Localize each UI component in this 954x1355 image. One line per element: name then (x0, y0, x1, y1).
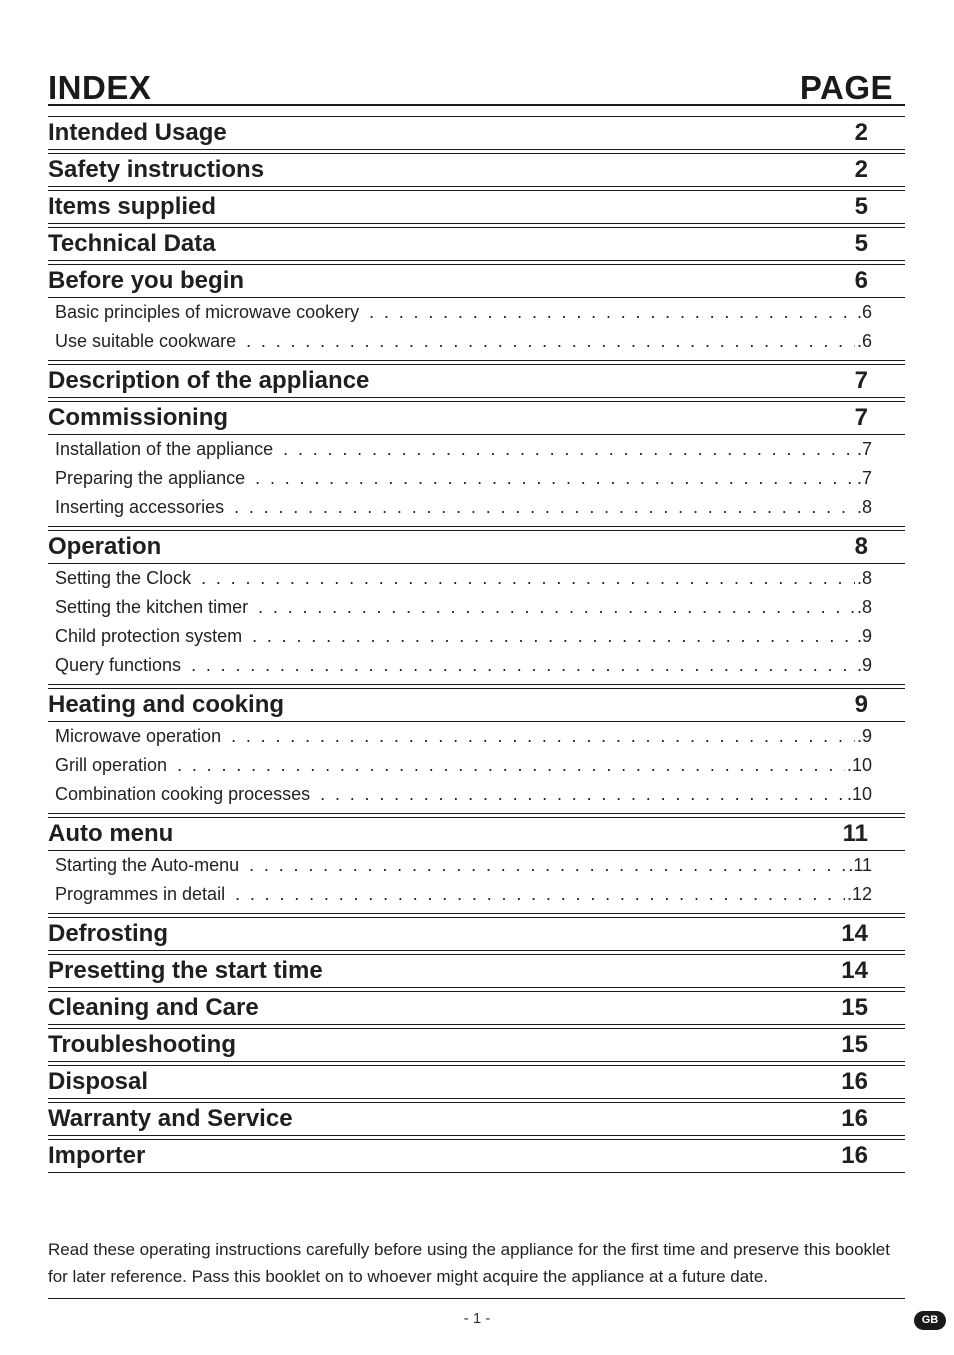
toc-section (48, 264, 905, 298)
toc-subsection-page: .12 (846, 884, 872, 904)
toc-section (48, 153, 905, 187)
dot-leader (235, 880, 845, 909)
toc-section-page: 9 (854, 691, 868, 718)
toc-subsection (48, 651, 905, 680)
toc-section-title: Commissioning (48, 404, 229, 431)
toc-section-page: 6 (854, 267, 868, 294)
toc-subsection-page: .9 (856, 655, 872, 675)
toc-subsection (48, 464, 905, 493)
toc-subsection-title: Preparing the appliance (55, 468, 246, 488)
toc-subsection-page: .9 (856, 726, 872, 746)
toc-subsection (48, 493, 905, 522)
toc-subsection-title: Child protection system (55, 626, 243, 646)
toc-section (48, 688, 905, 722)
index-page (48, 60, 905, 1176)
dot-leader (177, 751, 845, 780)
toc-section (48, 401, 905, 435)
toc-section (48, 190, 905, 224)
toc-section-title: Technical Data (48, 230, 216, 257)
toc-subsection (48, 851, 905, 880)
toc-section-title: Heating and cooking (48, 691, 285, 718)
toc-section (48, 530, 905, 564)
toc-subsection (48, 751, 905, 780)
toc-section (48, 227, 905, 261)
toc-subsection-list (48, 722, 905, 814)
toc-section-title: Warranty and Service (48, 1105, 293, 1132)
dot-leader (320, 780, 845, 809)
toc-subsection-page: .10 (846, 755, 872, 775)
toc-subsection-title: Setting the Clock (55, 568, 192, 588)
toc-section-page: 16 (841, 1105, 868, 1132)
toc-section (48, 954, 905, 988)
toc-subsection-title: Inserting accessories (55, 497, 225, 517)
toc-section (48, 917, 905, 951)
toc-subsection-page: .10 (846, 784, 872, 804)
dot-leader (246, 327, 855, 356)
toc-section-page: 7 (854, 404, 868, 431)
toc-section (48, 1065, 905, 1099)
toc-section-title: Cleaning and Care (48, 994, 259, 1021)
dot-leader (255, 464, 855, 493)
toc-subsection-title: Grill operation (55, 755, 168, 775)
dot-leader (231, 722, 855, 751)
toc-subsection (48, 435, 905, 464)
toc-subsection-list (48, 564, 905, 685)
toc-subsection-page: .7 (856, 468, 872, 488)
toc-subsection-title: Programmes in detail (55, 884, 226, 904)
index-header (48, 60, 905, 106)
toc-section (48, 991, 905, 1025)
toc-section-page: 14 (841, 957, 868, 984)
toc-subsection-list (48, 298, 905, 361)
toc-section-page: 2 (854, 156, 868, 183)
toc-section-title: Items supplied (48, 193, 217, 220)
toc-subsection (48, 880, 905, 909)
dot-leader (252, 622, 855, 651)
page-number: - 1 - (463, 1310, 491, 1327)
toc-subsection-title: Setting the kitchen timer (55, 597, 249, 617)
toc-subsection-title: Use suitable cookware (55, 331, 237, 351)
toc-section-page: 15 (841, 1031, 868, 1058)
toc-section-title: Importer (48, 1142, 146, 1169)
toc-subsection (48, 622, 905, 651)
toc-subsection-title: Query functions (55, 655, 182, 675)
toc-section-title: Auto menu (48, 820, 174, 847)
toc-section-page: 8 (854, 533, 868, 560)
dot-leader (234, 493, 855, 522)
language-badge: GB (914, 1311, 946, 1330)
toc-subsection (48, 298, 905, 327)
toc-subsection (48, 564, 905, 593)
toc-section-page: 14 (841, 920, 868, 947)
page-heading: PAGE (799, 69, 893, 106)
toc-subsection-page: .8 (856, 497, 872, 517)
toc-subsection-page: .8 (856, 597, 872, 617)
toc-section-title: Operation (48, 533, 162, 560)
toc-subsection-title: Installation of the appliance (55, 439, 274, 459)
table-of-contents (48, 116, 905, 1173)
toc-subsection-page: .9 (856, 626, 872, 646)
toc-section (48, 1139, 905, 1173)
toc-section-title: Before you begin (48, 267, 245, 294)
toc-section-page: 7 (854, 367, 868, 394)
toc-subsection-title: Starting the Auto-menu (55, 855, 240, 875)
toc-subsection-page: .6 (856, 302, 872, 322)
toc-section (48, 364, 905, 398)
toc-subsection (48, 593, 905, 622)
footer-divider (48, 1298, 905, 1299)
dot-leader (283, 435, 855, 464)
toc-subsection (48, 327, 905, 356)
index-heading: INDEX (48, 69, 152, 106)
dot-leader (191, 651, 855, 680)
toc-section-page: 5 (854, 193, 868, 220)
toc-subsection-title: Basic principles of microwave cookery (55, 302, 360, 322)
toc-section (48, 1028, 905, 1062)
toc-subsection (48, 722, 905, 751)
dot-leader (369, 298, 855, 327)
toc-subsection-title: Combination cooking processes (55, 784, 311, 804)
toc-section-title: Description of the appliance (48, 367, 370, 394)
toc-subsection-title: Microwave operation (55, 726, 222, 746)
toc-section-page: 16 (841, 1142, 868, 1169)
toc-subsection-page: .8 (856, 568, 872, 588)
toc-subsection-list (48, 851, 905, 914)
toc-subsection (48, 780, 905, 809)
toc-section-page: 5 (854, 230, 868, 257)
toc-section-page: 16 (841, 1068, 868, 1095)
toc-subsection-page: .11 (848, 855, 872, 875)
toc-subsection-page: .6 (856, 331, 872, 351)
toc-section-title: Safety instructions (48, 156, 265, 183)
dot-leader (201, 564, 855, 593)
toc-section (48, 1102, 905, 1136)
toc-section-title: Presetting the start time (48, 957, 323, 984)
toc-section-title: Disposal (48, 1068, 149, 1095)
reading-note: Read these operating instructions carefully before using the appliance for the first time and preserve this booklet for later reference. Pass this booklet on to whoever might acquire the appliance at a future date. (48, 1240, 890, 1286)
toc-section-page: 15 (841, 994, 868, 1021)
toc-section-title: Defrosting (48, 920, 168, 947)
toc-subsection-page: .7 (856, 439, 872, 459)
toc-section (48, 817, 905, 851)
dot-leader (249, 851, 846, 880)
toc-section-page: 11 (842, 820, 868, 847)
toc-section-page: 2 (854, 119, 868, 146)
toc-section-title: Intended Usage (48, 119, 227, 146)
toc-subsection-list (48, 435, 905, 527)
toc-section-title: Troubleshooting (48, 1031, 236, 1058)
dot-leader (258, 593, 855, 622)
toc-section (48, 116, 905, 150)
